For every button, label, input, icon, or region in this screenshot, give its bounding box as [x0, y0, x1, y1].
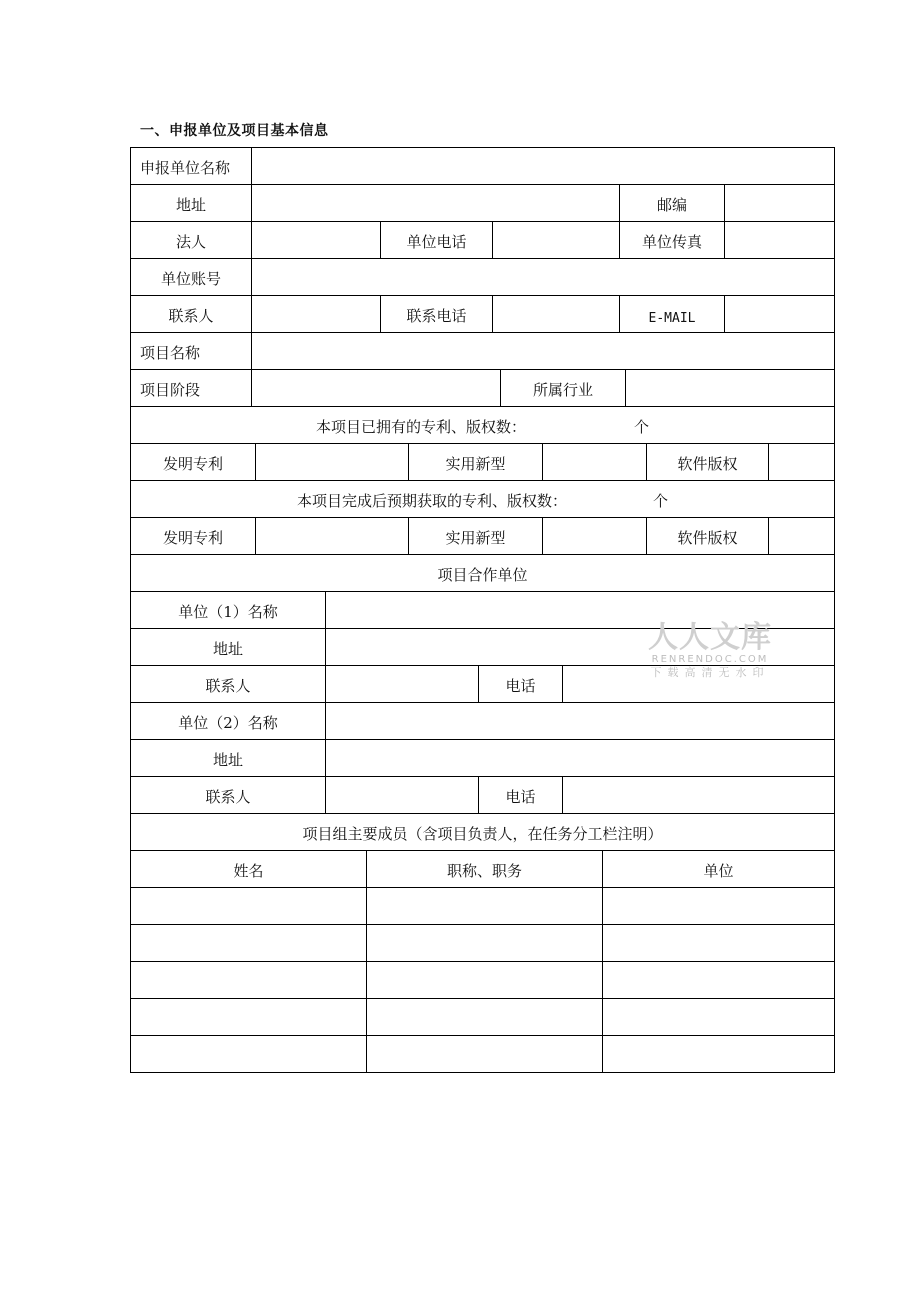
ip-expected-utility-field[interactable]	[543, 518, 647, 555]
table-row	[131, 888, 835, 925]
project-stage-field[interactable]	[252, 370, 501, 407]
form-row-partner1-contact	[131, 666, 835, 703]
form-row-address	[131, 185, 835, 222]
partner1-name-field[interactable]	[326, 592, 835, 629]
industry-label: 所属行业	[501, 370, 626, 407]
unit-name-field[interactable]	[252, 148, 835, 185]
form-row-ip-expected	[131, 518, 835, 555]
table-row	[131, 999, 835, 1036]
table-row	[131, 1036, 835, 1073]
member-title-cell[interactable]	[367, 999, 603, 1036]
ip-owned-heading	[131, 407, 835, 444]
member-unit-cell[interactable]	[603, 1036, 835, 1073]
members-heading: 项目组主要成员（含项目负责人，在任务分工栏注明）	[131, 814, 835, 851]
partner2-name-label: 单位（2）名称	[131, 703, 326, 740]
member-title-cell[interactable]	[367, 962, 603, 999]
ip-owned-software-field[interactable]	[769, 444, 835, 481]
form-row-partner2-address	[131, 740, 835, 777]
ip-expected-utility-label: 实用新型	[409, 518, 543, 555]
ip-owned-software-label: 软件版权	[647, 444, 769, 481]
contact-field[interactable]	[252, 296, 381, 333]
member-name-cell[interactable]	[131, 1036, 367, 1073]
members-col-unit: 单位	[603, 851, 835, 888]
unit-fax-field[interactable]	[725, 222, 835, 259]
ip-expected-invention-label: 发明专利	[131, 518, 256, 555]
member-title-cell[interactable]	[367, 1036, 603, 1073]
ip-expected-software-field[interactable]	[769, 518, 835, 555]
partner1-contact-label: 联系人	[131, 666, 326, 703]
form-row-partner1-name	[131, 592, 835, 629]
contact-phone-label: 联系电话	[381, 296, 493, 333]
project-stage-label: 项目阶段	[131, 370, 252, 407]
form-row-legal	[131, 222, 835, 259]
watermark-brand: 人人文库	[648, 620, 772, 655]
partner1-phone-field[interactable]	[563, 666, 835, 703]
partner1-name-label: 单位（1）名称	[131, 592, 326, 629]
unit-phone-field[interactable]	[493, 222, 620, 259]
form-row-partner2-contact	[131, 777, 835, 814]
address-field[interactable]	[252, 185, 620, 222]
ip-expected-heading	[131, 481, 835, 518]
ip-owned-unit: 个	[634, 417, 650, 436]
legal-person-field[interactable]	[252, 222, 381, 259]
member-name-cell[interactable]	[131, 925, 367, 962]
email-field[interactable]	[725, 296, 835, 333]
form-row-ip-owned	[131, 444, 835, 481]
partner2-address-label: 地址	[131, 740, 326, 777]
partner1-address-label: 地址	[131, 629, 326, 666]
ip-owned-invention-field[interactable]	[256, 444, 409, 481]
partner2-phone-field[interactable]	[563, 777, 835, 814]
legal-person-label: 法人	[131, 222, 252, 259]
unit-phone-label: 单位电话	[381, 222, 493, 259]
member-title-cell[interactable]	[367, 888, 603, 925]
ip-expected-heading-text: 本项目完成后预期获取的专利、版权数：	[296, 491, 567, 510]
form-row-partner1-address	[131, 629, 835, 666]
contact-phone-field[interactable]	[493, 296, 620, 333]
form-row-account	[131, 259, 835, 296]
ip-owned-utility-field[interactable]	[543, 444, 647, 481]
postcode-label: 邮编	[620, 185, 725, 222]
partner2-contact-field[interactable]	[326, 777, 479, 814]
partner2-phone-label: 电话	[479, 777, 563, 814]
address-label: 地址	[131, 185, 252, 222]
form-row-ip-owned-heading	[131, 407, 835, 444]
member-name-cell[interactable]	[131, 962, 367, 999]
unit-name-label: 申报单位名称	[131, 148, 252, 185]
form-row-unit-name	[131, 148, 835, 185]
member-unit-cell[interactable]	[603, 888, 835, 925]
ip-owned-utility-label: 实用新型	[409, 444, 543, 481]
industry-field[interactable]	[626, 370, 835, 407]
form-row-stage	[131, 370, 835, 407]
ip-expected-unit: 个	[653, 491, 669, 510]
unit-account-label: 单位账号	[131, 259, 252, 296]
members-col-title: 职称、职务	[367, 851, 603, 888]
partner2-address-field[interactable]	[326, 740, 835, 777]
table-row	[131, 962, 835, 999]
form-row-partner2-name	[131, 703, 835, 740]
ip-expected-software-label: 软件版权	[647, 518, 769, 555]
contact-label: 联系人	[131, 296, 252, 333]
members-col-name: 姓名	[131, 851, 367, 888]
project-name-label: 项目名称	[131, 333, 252, 370]
member-name-cell[interactable]	[131, 999, 367, 1036]
member-unit-cell[interactable]	[603, 999, 835, 1036]
email-label: E-MAIL	[620, 296, 725, 333]
partner2-name-field[interactable]	[326, 703, 835, 740]
partner1-address-field[interactable]	[326, 629, 835, 666]
member-title-cell[interactable]	[367, 925, 603, 962]
application-form-table	[130, 147, 835, 1073]
watermark-domain: RENRENDOC.COM	[651, 654, 769, 665]
form-row-contact	[131, 296, 835, 333]
partner1-phone-label: 电话	[479, 666, 563, 703]
form-row-ip-expected-heading	[131, 481, 835, 518]
project-name-field[interactable]	[252, 333, 835, 370]
table-row	[131, 925, 835, 962]
ip-owned-heading-text: 本项目已拥有的专利、版权数：	[315, 417, 526, 436]
members-header-row	[131, 851, 835, 888]
form-row-project-name	[131, 333, 835, 370]
member-unit-cell[interactable]	[603, 962, 835, 999]
ip-expected-invention-field[interactable]	[256, 518, 409, 555]
postcode-field[interactable]	[725, 185, 835, 222]
form-row-partners-heading	[131, 555, 835, 592]
partner1-contact-field[interactable]	[326, 666, 479, 703]
member-name-cell[interactable]	[131, 888, 367, 925]
member-unit-cell[interactable]	[603, 925, 835, 962]
ip-owned-invention-label: 发明专利	[131, 444, 256, 481]
partners-heading: 项目合作单位	[131, 555, 835, 592]
section-title: 一、申报单位及项目基本信息	[140, 123, 329, 139]
partner2-contact-label: 联系人	[131, 777, 326, 814]
watermark-tagline: 下载高清无水印	[650, 666, 770, 679]
unit-fax-label: 单位传真	[620, 222, 725, 259]
unit-account-field[interactable]	[252, 259, 835, 296]
form-row-members-heading	[131, 814, 835, 851]
